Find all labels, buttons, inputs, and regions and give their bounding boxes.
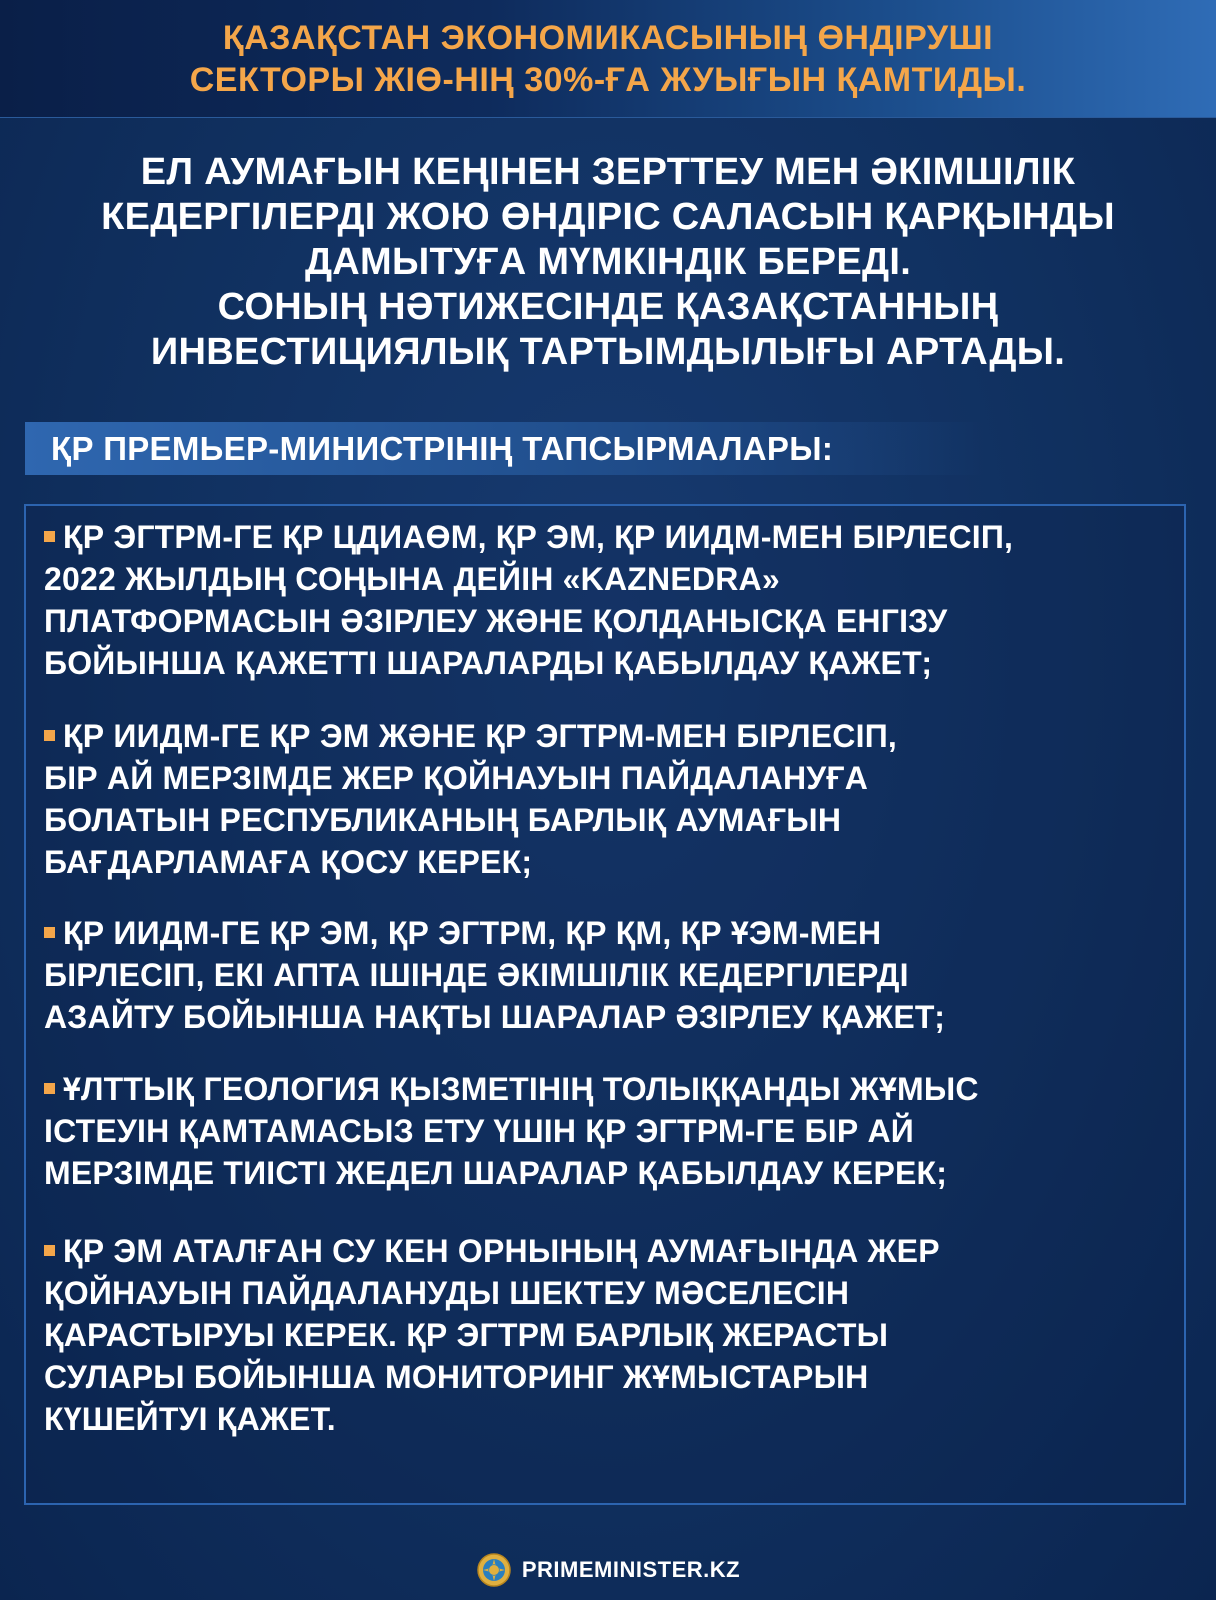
footer-site[interactable]: PRIMEMINISTER.KZ	[521, 1557, 741, 1582]
top-banner	[0, 0, 1216, 118]
section-title: ҚР ПРЕМЬЕР-МИНИСТРІНІҢ ТАПСЫРМАЛАРЫ:	[51, 429, 834, 467]
section-header	[25, 422, 985, 475]
task-line: ПЛАТФОРМАСЫН ӘЗІРЛЕУ ЖӘНЕ ҚОЛДАНЫСҚА ЕНГІЗУ	[44, 603, 948, 639]
lead-line: СОНЫҢ НӘТИЖЕСІНДЕ ҚАЗАҚСТАННЫҢ	[217, 286, 999, 328]
task-line: ІСТЕУІН ҚАМТАМАСЫЗ ЕТУ ҮШІН ҚР ЭГТРМ-ГЕ БІР АЙ	[44, 1113, 914, 1149]
lead-line: ИНВЕСТИЦИЯЛЫҚ ТАРТЫМДЫЛЫҒЫ АРТАДЫ.	[150, 331, 1066, 373]
task-line: ҰЛТТЫҚ ГЕОЛОГИЯ ҚЫЗМЕТІНІҢ ТОЛЫҚҚАНДЫ ЖҰМЫС	[63, 1071, 979, 1107]
task-line: БІРЛЕСІП, ЕКІ АПТА ІШІНДЕ ӘКІМШІЛІК КЕДЕРГІЛЕРДІ	[44, 957, 909, 993]
footer	[0, 1550, 1216, 1590]
task-line: ҚОЙНАУЫН ПАЙДАЛАНУДЫ ШЕКТЕУ МӘСЕЛЕСІН	[44, 1275, 850, 1311]
bullet-icon	[44, 730, 55, 741]
lead-line: ЕЛ АУМАҒЫН КЕҢІНЕН ЗЕРТТЕУ МЕН ӘКІМШІЛІК	[140, 151, 1076, 193]
task-item	[44, 1230, 1164, 1440]
lead-statement	[0, 150, 1216, 375]
bullet-icon	[44, 1245, 55, 1256]
task-line: АЗАЙТУ БОЙЫНША НАҚТЫ ШАРАЛАР ӘЗІРЛЕУ ҚАЖЕТ;	[44, 999, 946, 1035]
lead-line: ДАМЫТУҒА МҮМКІНДІК БЕРЕДІ.	[304, 241, 912, 283]
task-item	[44, 516, 1164, 684]
task-line: 2022 ЖЫЛДЫҢ СОҢЫНА ДЕЙІН «KAZNEDRA»	[44, 561, 780, 597]
task-line: ҚР ИИДМ-ГЕ ҚР ЭМ ЖӘНЕ ҚР ЭГТРМ-МЕН БІРЛЕСІП,	[63, 718, 897, 754]
task-line: ҚР ИИДМ-ГЕ ҚР ЭМ, ҚР ЭГТРМ, ҚР ҚМ, ҚР ҰЭМ-МЕН	[63, 915, 882, 951]
banner-line: ҚАЗАҚСТАН ЭКОНОМИКАСЫНЫҢ ӨНДІРУШІ	[222, 18, 994, 57]
task-line: ҚР ЭГТРМ-ГЕ ҚР ЦДИАӨМ, ҚР ЭМ, ҚР ИИДМ-МЕН БІРЛЕСІП,	[63, 519, 1014, 555]
lead-line: КЕДЕРГІЛЕРДІ ЖОЮ ӨНДІРІС САЛАСЫН ҚАРҚЫНДЫ	[101, 196, 1115, 238]
task-item	[44, 1068, 1164, 1194]
task-line: БАҒДАРЛАМАҒА ҚОСУ КЕРЕК;	[44, 844, 533, 880]
banner-line: СЕКТОРЫ ЖІӨ-НІҢ 30%-ҒА ЖУЫҒЫН ҚАМТИДЫ.	[189, 60, 1027, 99]
task-line: ҚР ЭМ АТАЛҒАН СУ КЕН ОРНЫНЫҢ АУМАҒЫНДА ЖЕР	[63, 1233, 940, 1269]
task-line: КҮШЕЙТУІ ҚАЖЕТ.	[44, 1401, 336, 1437]
task-line: БІР АЙ МЕРЗІМДЕ ЖЕР ҚОЙНАУЫН ПАЙДАЛАНУҒА	[44, 760, 869, 796]
bullet-icon	[44, 1083, 55, 1094]
bullet-icon	[44, 927, 55, 938]
task-line: ҚАРАСТЫРУЫ КЕРЕК. ҚР ЭГТРМ БАРЛЫҚ ЖЕРАСТЫ	[44, 1317, 889, 1353]
task-line: БОЛАТЫН РЕСПУБЛИКАНЫҢ БАРЛЫҚ АУМАҒЫН	[44, 802, 842, 838]
task-line: МЕРЗІМДЕ ТИІСТІ ЖЕДЕЛ ШАРАЛАР ҚАБЫЛДАУ КЕРЕК;	[44, 1155, 948, 1191]
bullet-icon	[44, 531, 55, 542]
kazakhstan-emblem-icon	[476, 1552, 512, 1588]
tasks-box	[24, 504, 1186, 1505]
task-item	[44, 715, 1164, 883]
task-line: БОЙЫНША ҚАЖЕТТІ ШАРАЛАРДЫ ҚАБЫЛДАУ ҚАЖЕТ;	[44, 645, 933, 681]
task-item	[44, 912, 1164, 1038]
task-line: СУЛАРЫ БОЙЫНША МОНИТОРИНГ ЖҰМЫСТАРЫН	[44, 1359, 869, 1395]
